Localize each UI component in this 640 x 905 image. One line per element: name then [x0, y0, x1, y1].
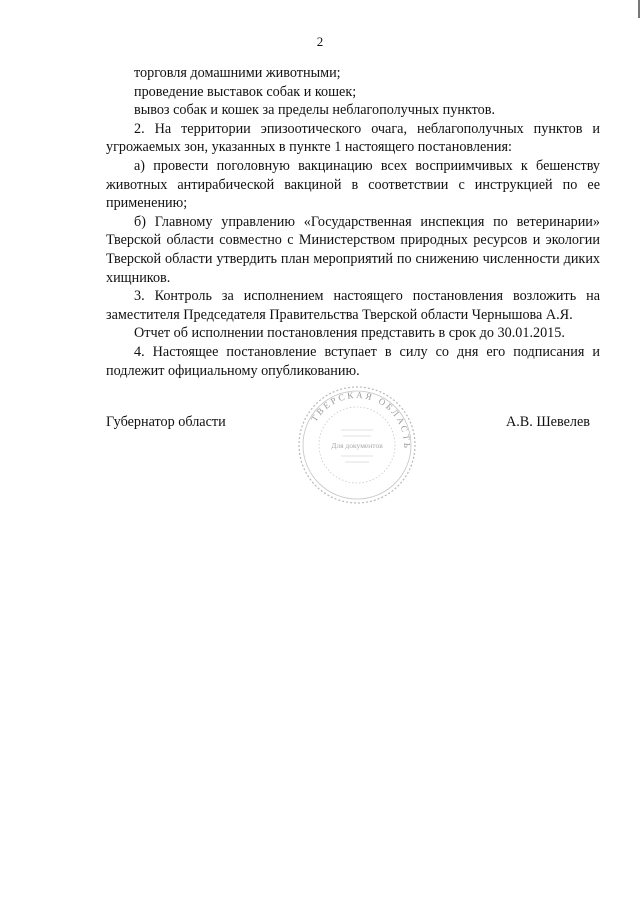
paragraph-pet-trade: торговля домашними животными;	[134, 65, 341, 81]
document-body	[106, 64, 600, 380]
paragraph-report-deadline: Отчет об исполнении постановления представить в срок до 30.01.2015.	[134, 325, 565, 342]
paragraph-exhibitions: проведение выставок собак и кошек;	[134, 83, 357, 100]
paragraph-item-2: 2. На территории эпизоотического очага, неблагополучных пунктов и угрожаемых зон, указанных в пункте 1 настоящего постановления:	[106, 120, 600, 156]
signature-name: А.В. Шевелев	[506, 414, 590, 430]
signature-position: Губернатор области	[106, 414, 226, 430]
paragraph-item-2a: а) провести поголовную вакцинацию всех восприимчивых к бешенству животных антирабической вакциной в соответствии с инструкцией по ее применению;	[106, 157, 600, 212]
paragraph-item-3: 3. Контроль за исполнением настоящего постановления возложить на заместителя Председателя Правительства Тверской области Чернышова А.Я.	[106, 288, 600, 323]
official-seal-stamp	[296, 384, 418, 506]
paragraph-export: вывоз собак и кошек за пределы неблагополучных пунктов.	[134, 102, 496, 119]
seal-ring-text: ТВЕРСКАЯ ОБЛАСТЬ	[309, 389, 413, 451]
paragraph-item-2b: б) Главному управлению «Государственная инспекция по ветеринарии» Тверской области совместно с Министерством природных ресурсов и экологии Тверской области утвердить план мероприятий по снижению численности диких хищников.	[106, 213, 600, 286]
seal-center-text: Для документов	[331, 441, 383, 450]
page-number: 2	[316, 34, 324, 49]
paragraph-item-4: 4. Настоящее постановление вступает в силу со дня его подписания и подлежит официальному опубликованию.	[106, 343, 600, 379]
